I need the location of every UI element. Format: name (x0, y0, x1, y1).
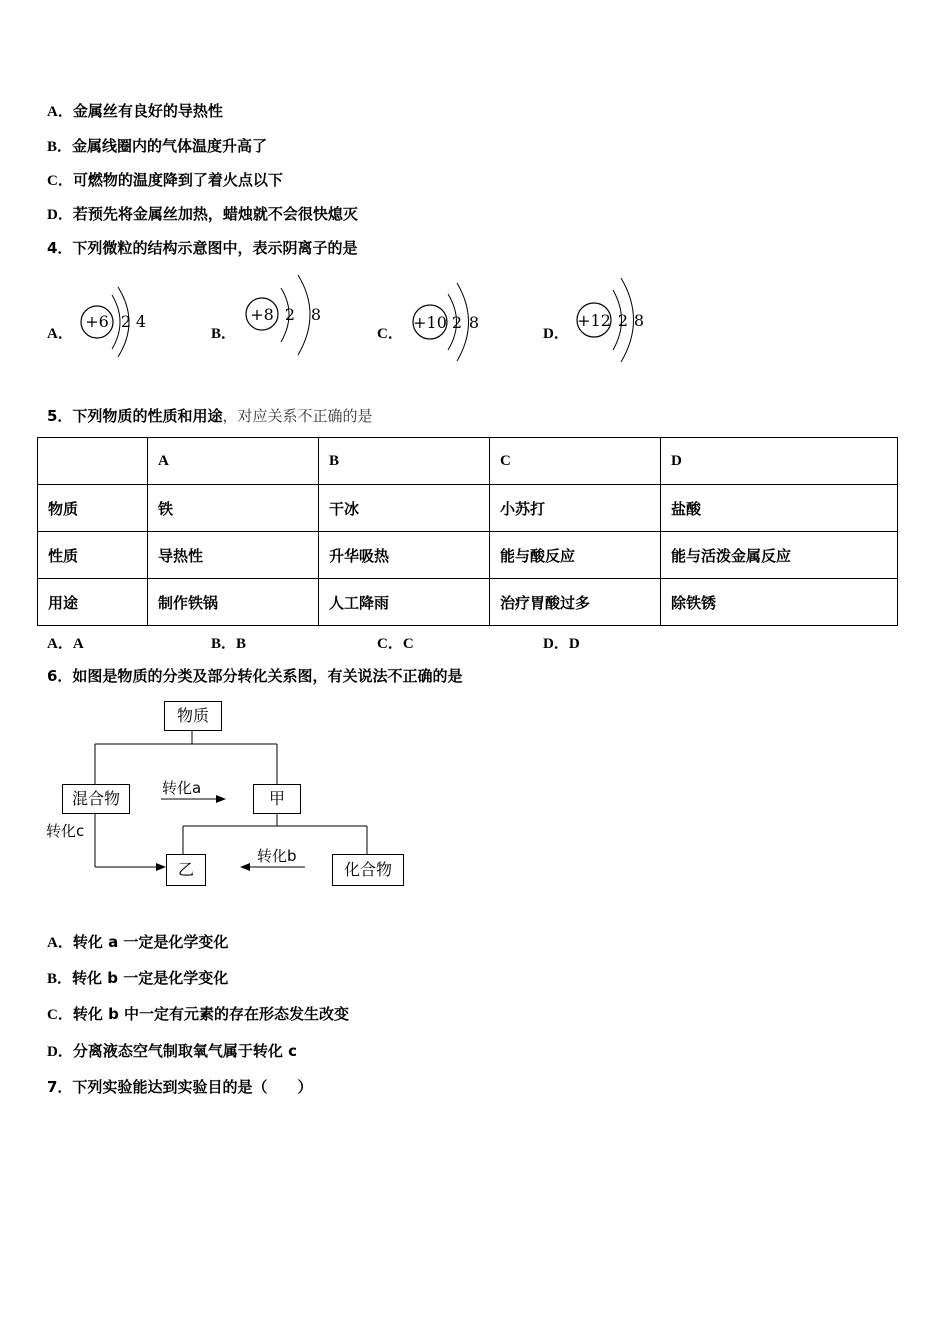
table-cell: 用途 (38, 579, 148, 626)
table-cell: 能与活泼金属反应 (661, 532, 898, 579)
arrow-head (156, 863, 166, 871)
label-conversion-c: 转化c (46, 822, 85, 840)
table-cell: 除铁锈 (661, 579, 898, 626)
q3-option-d (47, 204, 358, 225)
option-text: 转化 b 中一定有元素的存在形态发生改变 (72, 1005, 350, 1023)
q4-label-b: B． (211, 326, 237, 342)
classification-diagram (40, 695, 420, 895)
table-cell: 治疗胃酸过多 (490, 579, 661, 626)
option-label: C． (47, 173, 73, 189)
shell-2-electrons: 8 (633, 311, 645, 330)
q5-stem-rest: ，对应关系不正确的是 (222, 407, 373, 425)
table-cell: 物质 (38, 485, 148, 532)
atom-diagram-c (413, 283, 479, 361)
nucleus-charge: +10 (413, 313, 447, 332)
box-compound: 化合物 (332, 854, 404, 886)
box-yi: 乙 (166, 854, 206, 886)
option-text: 金属丝有良好的导热性 (72, 102, 223, 120)
table-cell (38, 438, 148, 485)
q5-answer-b: B．B (211, 636, 247, 652)
option-text: 若预先将金属丝加热，蜡烛就不会很快熄灭 (72, 205, 358, 223)
label-conversion-a: 转化a (162, 779, 202, 797)
table-cell: 小苏打 (490, 485, 661, 532)
nucleus-charge: +8 (250, 305, 274, 324)
atom-diagram-d (577, 278, 644, 362)
shell-2-electrons: 8 (310, 305, 322, 324)
shell-1-electrons: 2 (451, 313, 463, 332)
atom-diagram-a (81, 287, 146, 357)
option-text: 分离液态空气制取氧气属于转化 c (72, 1042, 297, 1060)
table-cell: C (490, 438, 661, 485)
option-label: A． (47, 104, 73, 120)
q3-option-b (47, 136, 267, 157)
option-text: 金属线圈内的气体温度升高了 (72, 137, 268, 155)
shell-1-electrons: 2 (284, 305, 296, 324)
nucleus-charge: +12 (577, 311, 611, 330)
q4-label-d: D． (543, 326, 569, 342)
option-label: B． (47, 971, 73, 987)
q3-option-c (47, 170, 283, 191)
table-cell: 人工降雨 (319, 579, 490, 626)
shell-1-electrons: 2 (617, 311, 629, 330)
table-cell: 能与酸反应 (490, 532, 661, 579)
option-label: D． (47, 1044, 73, 1060)
table-row (38, 532, 898, 579)
box-jia: 甲 (253, 784, 301, 814)
table-cell: 导热性 (148, 532, 319, 579)
table-row (38, 485, 898, 532)
table-cell: B (319, 438, 490, 485)
table-cell: A (148, 438, 319, 485)
table-cell: 制作铁锅 (148, 579, 319, 626)
table-cell: 升华吸热 (319, 532, 490, 579)
table-cell: 性质 (38, 532, 148, 579)
box-matter: 物质 (164, 701, 222, 731)
q5-stem (47, 405, 372, 426)
q5-answer-c: C．C (377, 636, 414, 652)
atom-diagram-b (246, 275, 321, 355)
option-text: 转化 a 一定是化学变化 (72, 933, 229, 951)
option-label: C． (47, 1007, 73, 1023)
q4-label-a: A． (47, 326, 73, 342)
table-cell: 干冰 (319, 485, 490, 532)
q5-answer-a: A．A (47, 636, 84, 652)
table-cell: 铁 (148, 485, 319, 532)
q5-properties-table (37, 437, 898, 626)
q7-stem: 7．下列实验能达到实验目的是（ ） (47, 1078, 313, 1096)
label-conversion-b: 转化b (257, 847, 297, 865)
q6-option-c (47, 1004, 349, 1025)
option-label: D． (47, 207, 73, 223)
box-mixture: 混合物 (62, 784, 130, 814)
q6-option-b (47, 968, 228, 989)
q4-stem: 4．下列微粒的结构示意图中，表示阴离子的是 (47, 239, 358, 257)
table-row (38, 579, 898, 626)
q5-answer-d: D．D (543, 636, 580, 652)
option-label: B． (47, 139, 73, 155)
shell-2-electrons: 4 (135, 312, 147, 331)
q6-option-d (47, 1041, 297, 1062)
q6-option-a (47, 932, 228, 953)
q3-option-a (47, 101, 223, 122)
nucleus-charge: +6 (85, 312, 109, 331)
table-header-row (38, 438, 898, 485)
shell-2-electrons: 8 (468, 313, 480, 332)
table-cell: D (661, 438, 898, 485)
arrow-head (240, 863, 250, 871)
shell-1-electrons: 2 (120, 312, 132, 331)
arrow-head (216, 795, 226, 803)
q5-stem-bold: 5．下列物质的性质和用途 (47, 407, 223, 425)
option-text: 可燃物的温度降到了着火点以下 (72, 171, 283, 189)
table-cell: 盐酸 (661, 485, 898, 532)
atom-structure-diagrams (0, 270, 950, 370)
q6-stem: 6．如图是物质的分类及部分转化关系图，有关说法不正确的是 (47, 667, 463, 685)
option-label: A． (47, 935, 73, 951)
q4-label-c: C． (377, 326, 403, 342)
option-text: 转化 b 一定是化学变化 (72, 969, 229, 987)
